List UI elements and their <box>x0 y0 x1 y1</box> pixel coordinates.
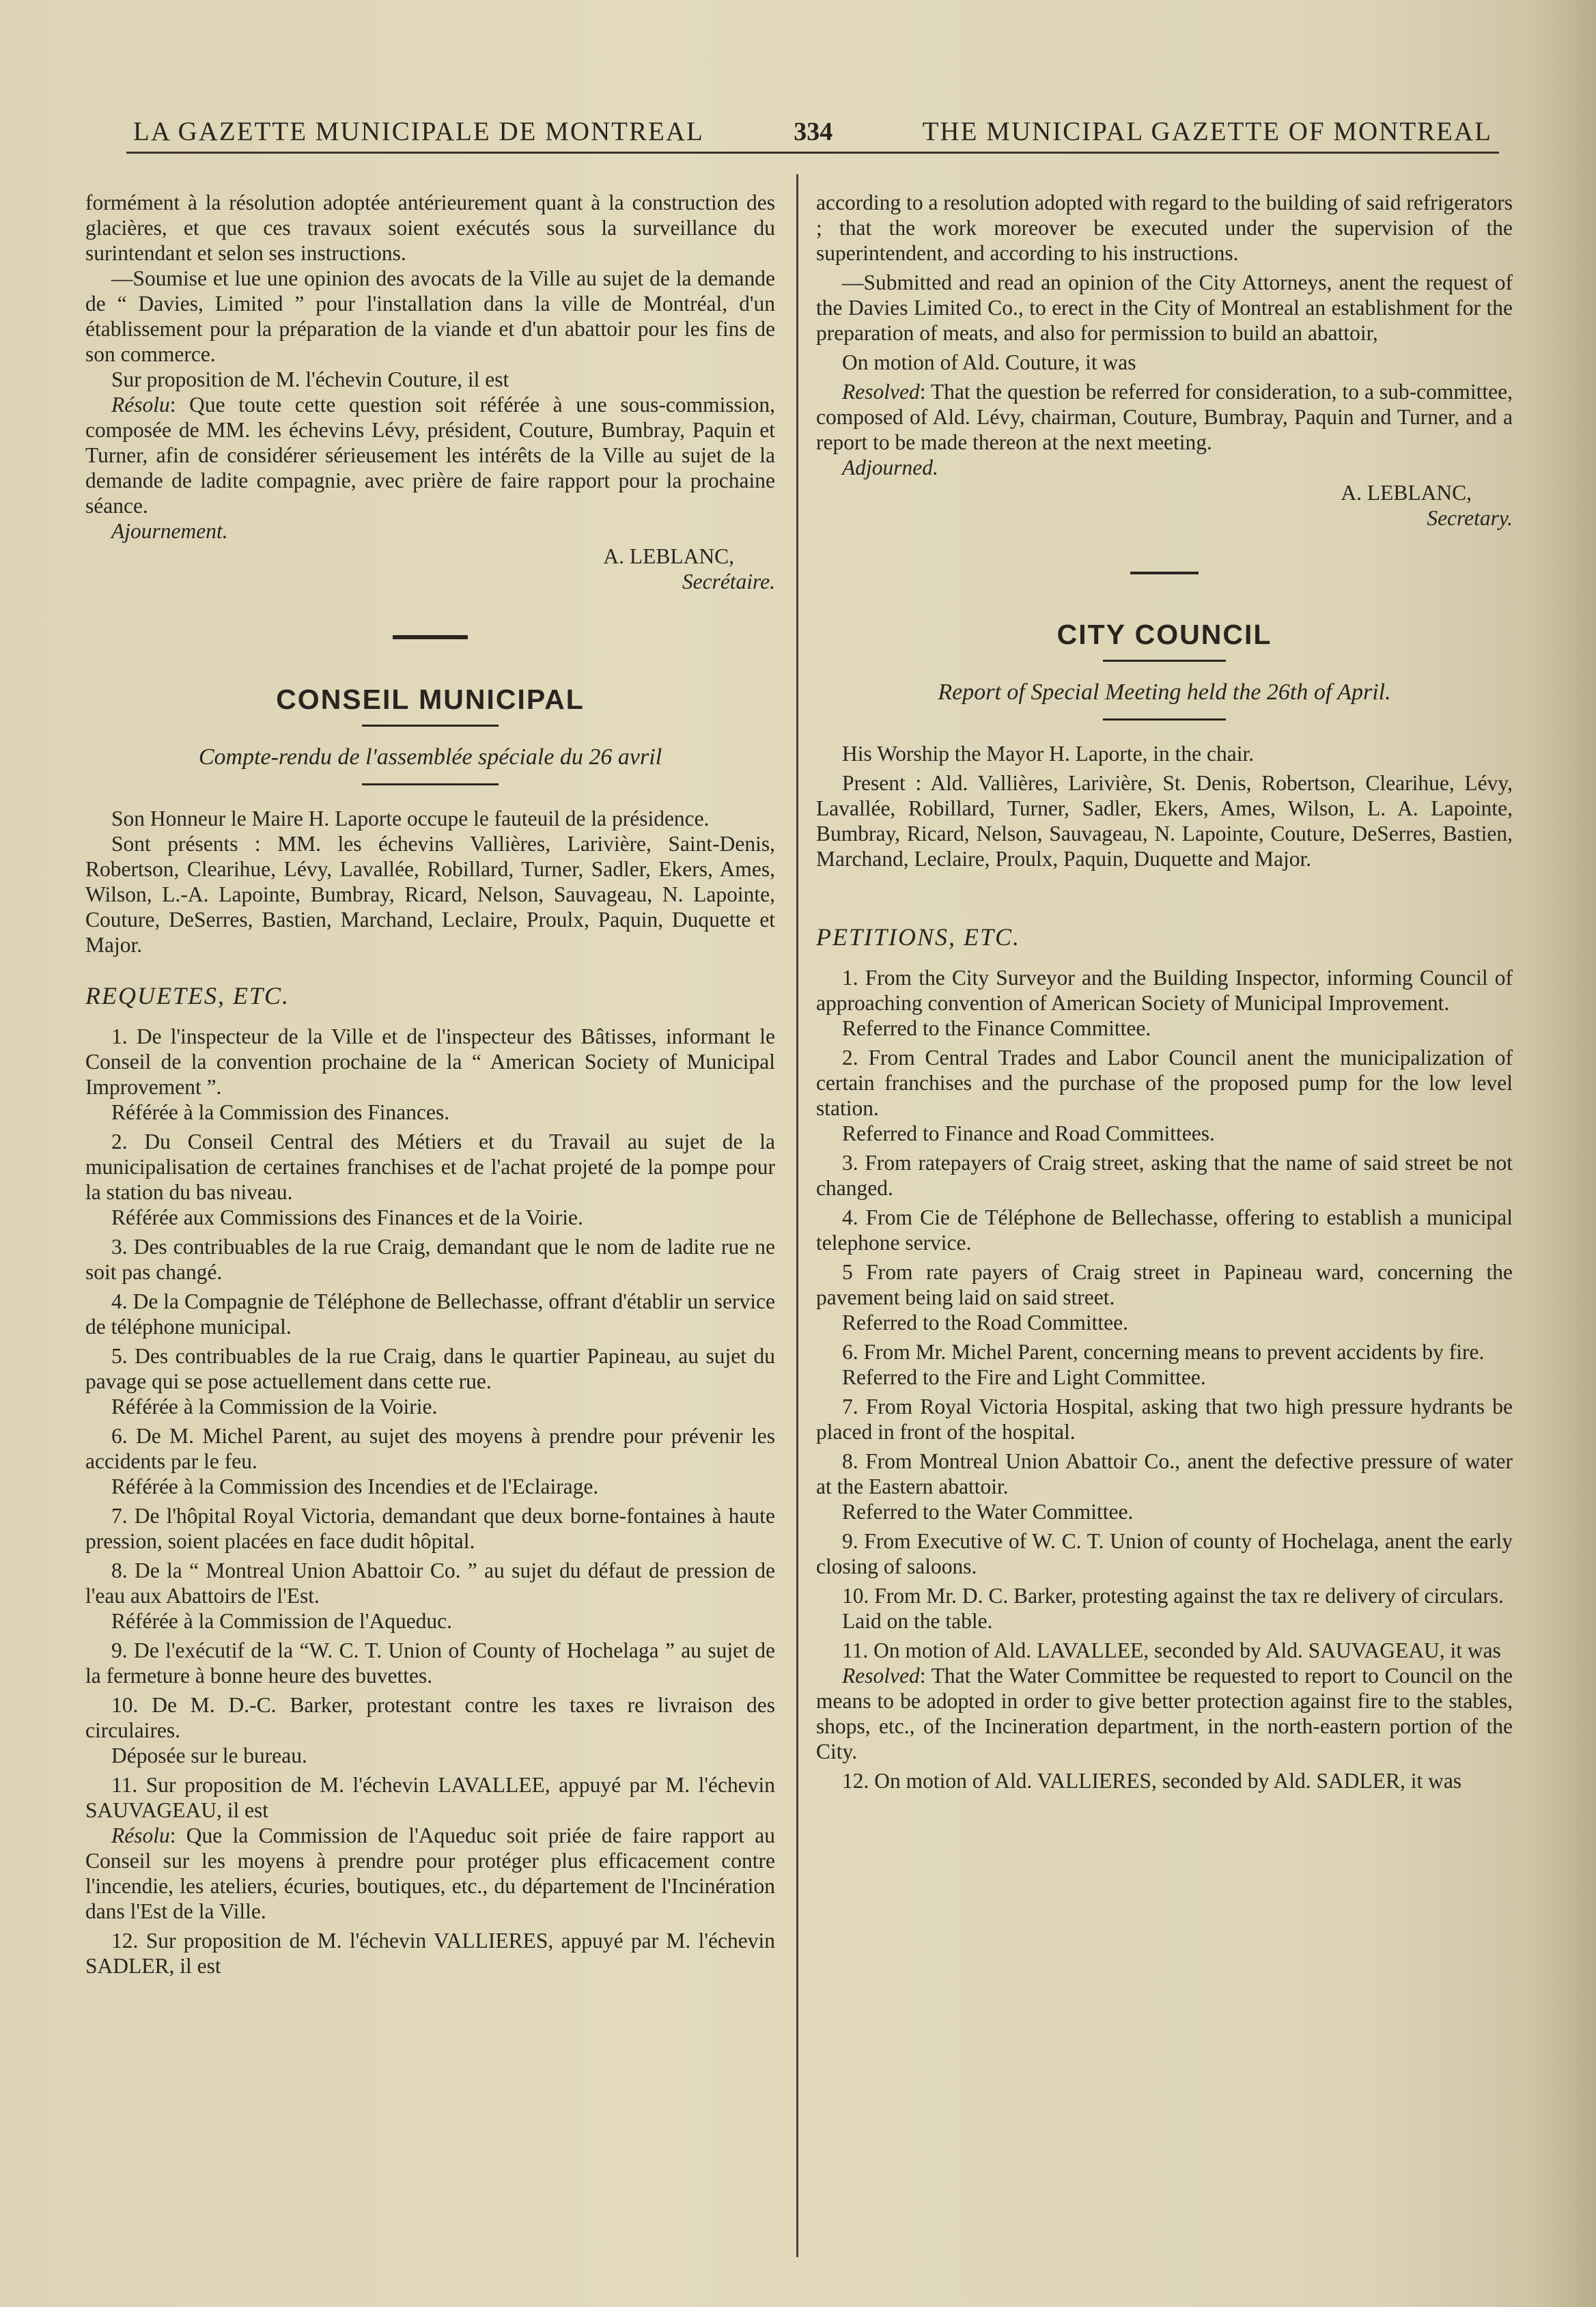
french-column <box>85 190 775 1979</box>
list-item: 8. De la “ Montreal Union Abattoir Co. ” au sujet du défaut de pression de l'eau aux Abattoirs de l'Est. <box>85 1558 775 1608</box>
list-item: 2. From Central Trades and Labor Council anent the municipalization of certain franchises and the purchase of the proposed pump for the low level station. <box>816 1046 1513 1120</box>
petition-list <box>816 965 1513 1793</box>
resolution-paragraph <box>85 392 775 518</box>
list-item-referral: Référée aux Commissions des Finances et de la Voirie. <box>111 1205 583 1229</box>
list-item: 6. De M. Michel Parent, au sujet des moyens à prendre pour prévenir les accidents par le feu. <box>85 1424 775 1473</box>
list-item: 3. From ratepayers of Craig street, asking that the name of said street be not changed. <box>816 1151 1513 1200</box>
resolution-text: : That the question be referred for consideration, to a sub-committee, composed of Ald. Lévy, chairman, Couture, Bumbray, Paquin and Turner, and a report to be made thereon at the next meeting. <box>816 380 1513 454</box>
adjournment: Adjourned. <box>842 456 938 479</box>
list-item-referral: Referred to the Road Committee. <box>842 1311 1129 1334</box>
motion-line: On motion of Ald. Couture, it was <box>842 350 1136 374</box>
list-item-referral: Referred to Finance and Road Committees. <box>842 1121 1215 1145</box>
adjournment: Ajournement. <box>111 519 228 543</box>
list-item-referral: Référée à la Commission des Incendies et de l'Eclairage. <box>111 1474 599 1498</box>
intro-paragraph: according to a resolution adopted with regard to the building of said refrigerators ; that the work moreover be executed under the supervision of the superintendent, and according to his instructions. <box>816 191 1513 265</box>
list-item: 4. De la Compagnie de Téléphone de Bellechasse, offrant d'établir un service de téléphone municipal. <box>85 1289 775 1339</box>
list-item-referral: Laid on the table. <box>842 1609 993 1633</box>
signature-name: A. LEBLANC, <box>603 544 734 568</box>
page-header <box>133 116 1492 147</box>
list-item-referral: Referred to the Water Committee. <box>842 1500 1134 1524</box>
resolution-label: Resolved <box>842 380 920 404</box>
list-item: 11. Sur proposition de M. l'échevin LAVALLEE, appuyé par M. l'échevin SAUVAGEAU, il est <box>85 1773 775 1822</box>
list-item: 10. From Mr. D. C. Barker, protesting against the tax re delivery of circulars. <box>842 1584 1504 1608</box>
list-item: 12. Sur proposition de M. l'échevin VALLIERES, appuyé par M. l'échevin SADLER, il est <box>85 1929 775 1978</box>
list-item: 2. Du Conseil Central des Métiers et du Travail au sujet de la municipalisation de certaines franchises et de l'achat projeté de la pompe pour la station du bas niveau. <box>85 1130 775 1204</box>
petitions-heading: PETITIONS, ETC. <box>816 923 1021 951</box>
list-item: 1. De l'inspecteur de la Ville et de l'inspecteur des Bâtisses, informant le Conseil de la convention prochaine de la “ American Society of Municipal Improvement ”. <box>85 1024 775 1099</box>
header-rule <box>126 152 1499 154</box>
resolution-text: : Que toute cette question soit référée à une sous-commission, composée de MM. les échevins Lévy, président, Couture, Bumbray, Paquin et Turner, afin de considérer sérieusement les intérêts de la Ville au sujet de la demande de ladite compagnie, avec prière de faire rapport pour la prochaine séance. <box>85 393 775 518</box>
petitions-heading: REQUETES, ETC. <box>85 982 290 1009</box>
header-right-title: THE MUNICIPAL GAZETTE OF MONTREAL <box>922 117 1492 146</box>
mayor-line: His Worship the Mayor H. Laporte, in the chair. <box>842 742 1255 766</box>
list-item: 8. From Montreal Union Abattoir Co., anent the defective pressure of water at the Eastern abattoir. <box>816 1449 1513 1498</box>
present-paragraph: Sont présents : MM. les échevins Vallières, Larivière, Saint-Denis, Robertson, Clearihue, Lévy, Lavallée, Robillard, Turner, Sadler, Ekers, Ames, Wilson, L.-A. Lapointe, Bumbray, Ricard, Nelson, Sauvageau, N. Lapointe, Couture, DeSerres, Bastien, Marchand, Leclaire, Proulx, Paquin, Duquette et Major. <box>85 832 775 957</box>
petition-list <box>85 1024 775 1979</box>
opinion-paragraph: —Submitted and read an opinion of the City Attorneys, anent the request of the Davies Limited Co., to erect in the City of Montreal an establishment for the preparation of meats, and also for permission to build an abattoir, <box>816 270 1513 345</box>
resolution-text: : Que la Commission de l'Aqueduc soit priée de faire rapport au Conseil sur les moyens à prendre pour protéger plus efficacement contre l'incendie, les ateliers, écuries, boutiques, etc., du département de l'Incinération dans l'Est de la Ville. <box>85 1823 775 1923</box>
list-item-referral: Référée à la Commission de la Voirie. <box>111 1395 438 1418</box>
list-item: 7. From Royal Victoria Hospital, asking that two high pressure hydrants be placed in front of the hospital. <box>816 1395 1513 1444</box>
list-item: 9. De l'exécutif de la “W. C. T. Union of County of Hochelaga ” au sujet de la fermeture à bonne heure des buvettes. <box>85 1638 775 1688</box>
list-item: 9. From Executive of W. C. T. Union of county of Hochelaga, anent the early closing of saloons. <box>816 1529 1513 1578</box>
opinion-paragraph: —Soumise et lue une opinion des avocats de la Ville au sujet de la demande de “ Davies, Limited ” pour l'installation dans la ville de Montréal, d'un établissement pour la préparation de la viande et d'un abattoir pour les fins de son commerce. <box>85 266 775 366</box>
list-item: 11. On motion of Ald. LAVALLEE, seconded by Ald. SAUVAGEAU, it was <box>842 1638 1501 1662</box>
intro-paragraph: formément à la résolution adoptée antérieurement quant à la construction des glacières, et que ces travaux soient exécutés sous la surveillance du surintendant et selon ses instructions. <box>85 191 775 265</box>
section-title: CITY COUNCIL <box>1056 619 1272 650</box>
resolution-text: : That the Water Committee be requested to report to Council on the means to be adopted in order to give better protection against fire to the stables, shops, etc., of the Incineration department, in the north-eastern portion of the City. <box>816 1664 1513 1763</box>
list-item: 1. From the City Surveyor and the Building Inspector, informing Council of approaching convention of American Society of Municipal Improvement. <box>816 966 1513 1015</box>
header-left-title: LA GAZETTE MUNICIPALE DE MONTREAL <box>133 117 704 146</box>
column-divider <box>796 174 798 2257</box>
motion-line: Sur proposition de M. l'échevin Couture, il est <box>111 367 509 391</box>
list-item: 12. On motion of Ald. VALLIERES, seconded by Ald. SADLER, it was <box>842 1769 1462 1793</box>
list-item-referral: Referred to the Fire and Light Committee. <box>842 1365 1206 1389</box>
english-column <box>816 190 1513 1793</box>
list-item: 7. De l'hôpital Royal Victoria, demandant que deux borne-fontaines à haute pression, soient placées en face dudit hôpital. <box>85 1504 775 1553</box>
section-title: CONSEIL MUNICIPAL <box>276 684 585 715</box>
list-item-referral: Déposée sur le bureau. <box>111 1744 307 1767</box>
resolution-label: Résolu <box>111 393 170 417</box>
page-number: 334 <box>794 117 833 146</box>
list-item: 5 From rate payers of Craig street in Papineau ward, concerning the pavement being laid on said street. <box>816 1260 1513 1309</box>
list-item-referral: Référée à la Commission des Finances. <box>111 1100 450 1124</box>
resolution-label: Résolu <box>111 1823 170 1847</box>
present-paragraph: Present : Ald. Vallières, Larivière, St. Denis, Robertson, Clearihue, Lévy, Lavallée, Robillard, Turner, Sadler, Ekers, Ames, Wilson, L. A. Lapointe, Bumbray, Ricard, Nelson, Sauvageau, N. Lapointe, Couture, DeSerres, Bastien, Marchand, Leclaire, Proulx, Paquin, Duquette and Major. <box>816 771 1513 871</box>
section-subtitle: Report of Special Meeting held the 26th of April. <box>938 680 1391 705</box>
list-item: 10. De M. D.-C. Barker, protestant contre les taxes re livraison des circulaires. <box>85 1693 775 1742</box>
list-item: 6. From Mr. Michel Parent, concerning means to prevent accidents by fire. <box>842 1340 1485 1364</box>
list-item: 4. From Cie de Téléphone de Bellechasse, offering to establish a municipal telephone service. <box>816 1205 1513 1255</box>
list-item-referral: Referred to the Finance Committee. <box>842 1016 1151 1040</box>
list-item: 5. Des contribuables de la rue Craig, dans le quartier Papineau, au sujet du pavage qui se pose actuellement dans cette rue. <box>85 1344 775 1393</box>
mayor-line: Son Honneur le Maire H. Laporte occupe le fauteuil de la présidence. <box>111 807 710 830</box>
section-subtitle: Compte-rendu de l'assemblée spéciale du 26 avril <box>198 744 662 770</box>
resolution-label: Resolved <box>842 1664 920 1688</box>
signature-title: Secretary. <box>1427 506 1513 530</box>
list-item-referral: Référée à la Commission de l'Aqueduc. <box>111 1609 453 1633</box>
signature-name: A. LEBLANC, <box>1341 481 1472 505</box>
list-item-resolution <box>816 1663 1513 1764</box>
resolution-paragraph <box>816 379 1513 455</box>
list-item-resolution <box>85 1823 775 1924</box>
list-item: 3. Des contribuables de la rue Craig, demandant que le nom de ladite rue ne soit pas changé. <box>85 1235 775 1284</box>
signature-title: Secrétaire. <box>682 570 775 593</box>
